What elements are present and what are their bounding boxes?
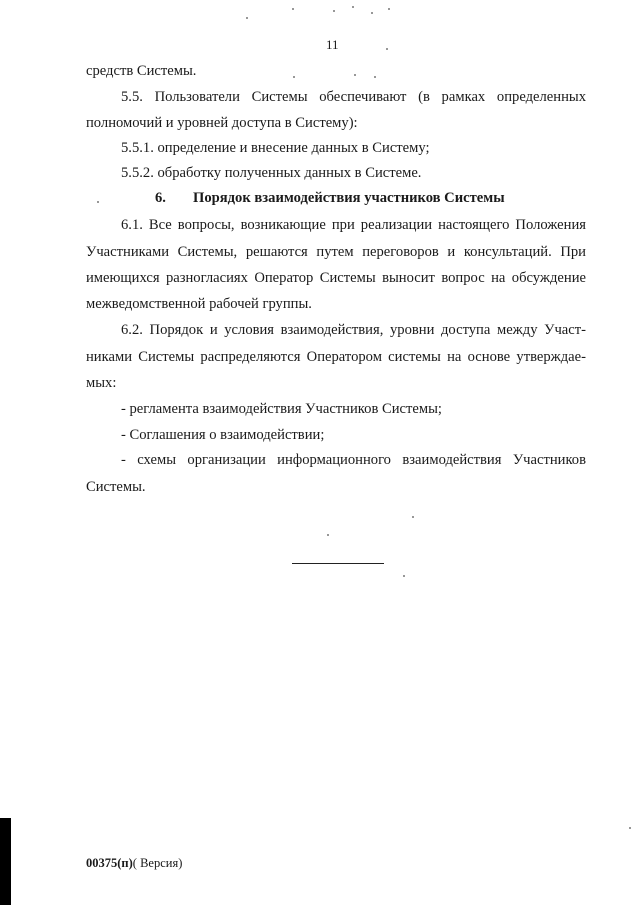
paragraph-line: 6.1. Все вопросы, возникающие при реализации настоящего Положения xyxy=(121,217,586,233)
scan-speck xyxy=(403,575,405,577)
scan-speck xyxy=(388,8,390,10)
footer-document-code xyxy=(86,856,182,871)
scan-speck xyxy=(412,516,414,518)
paragraph-line: Системы. xyxy=(86,479,146,495)
paragraph-line: межведомственной рабочей группы. xyxy=(86,296,312,312)
scan-speck xyxy=(352,6,354,8)
paragraph-line: 5.5. Пользователи Системы обеспечивают (в рамках определенных xyxy=(121,89,586,105)
list-item: - схемы организации информационного взаимодействия Участников xyxy=(121,452,586,468)
section-heading: Порядок взаимодействия участников Системы xyxy=(193,190,505,206)
scan-speck xyxy=(629,827,631,829)
scan-speck xyxy=(374,76,376,78)
paragraph-line: никами Системы распределяются Оператором системы на основе утверждае- xyxy=(86,349,586,365)
scan-speck xyxy=(327,534,329,536)
section-number: 6. xyxy=(155,190,166,206)
paragraph-line: Участниками Системы, решаются путем переговоров и консультаций. При xyxy=(86,244,586,260)
scan-speck xyxy=(293,76,295,78)
list-item: 5.5.1. определение и внесение данных в Систему; xyxy=(121,140,430,156)
end-of-document-rule xyxy=(292,563,384,564)
scan-edge-shadow xyxy=(0,818,11,905)
page-number: 11 xyxy=(326,37,339,52)
paragraph-line: имеющихся разногласиях Оператор Системы выносит вопрос на обсуждение xyxy=(86,270,586,286)
scan-speck xyxy=(386,48,388,50)
footer-version: ( Версия) xyxy=(132,856,183,870)
scan-speck xyxy=(371,12,373,14)
paragraph-line: 6.2. Порядок и условия взаимодействия, уровни доступа между Участ- xyxy=(121,322,586,338)
scan-speck xyxy=(292,8,294,10)
scan-speck xyxy=(246,17,248,19)
scan-speck xyxy=(354,74,356,76)
footer-code: 00375(п) xyxy=(86,856,133,870)
scan-speck xyxy=(97,201,99,203)
list-item: 5.5.2. обработку полученных данных в Системе. xyxy=(121,165,422,181)
paragraph-line: полномочий и уровней доступа в Систему): xyxy=(86,115,358,131)
paragraph-line: средств Системы. xyxy=(86,63,197,79)
paragraph-line: мых: xyxy=(86,375,117,391)
list-item: - Соглашения о взаимодействии; xyxy=(121,427,325,443)
scan-speck xyxy=(333,10,335,12)
list-item: - регламента взаимодействия Участников Системы; xyxy=(121,401,442,417)
